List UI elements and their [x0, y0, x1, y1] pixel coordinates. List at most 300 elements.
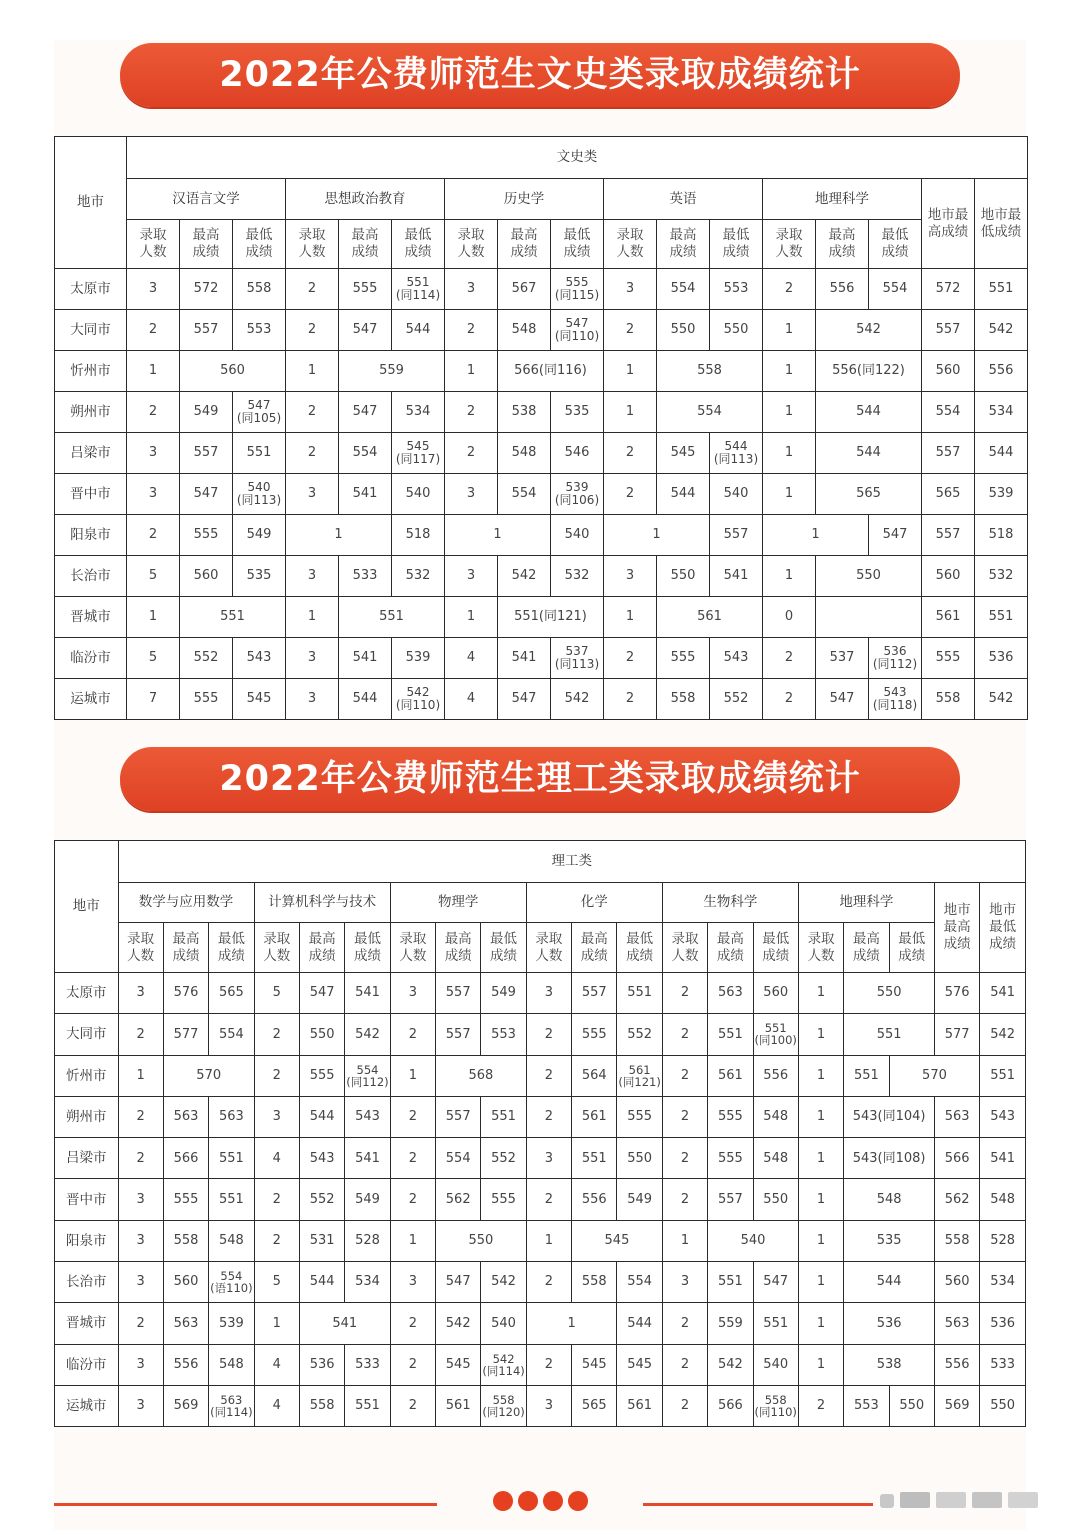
tie-note: (同112) [346, 1074, 389, 1089]
score-cell: 555 [922, 638, 975, 679]
score-value: 551 [764, 1021, 787, 1036]
score-cell: 553 [710, 269, 763, 310]
score-cell: 1 [390, 1220, 435, 1261]
score-cell: 1 [763, 433, 816, 474]
score-cell: 546 [551, 433, 604, 474]
score-cell: 551 [339, 597, 445, 638]
score-cell: 562 [436, 1179, 481, 1220]
score-cell: 1 [798, 973, 843, 1014]
score-cell: 3 [127, 433, 180, 474]
table1-subheader: 录取 人数 [445, 220, 498, 269]
score-cell: 554 [498, 474, 551, 515]
score-cell: 545 [572, 1220, 663, 1261]
score-cell: 1 [526, 1220, 571, 1261]
score-cell: 2 [118, 1096, 163, 1137]
score-cell: 541 [710, 556, 763, 597]
score-cell [617, 1055, 662, 1096]
score-cell: 560 [934, 1262, 979, 1303]
score-cell: 557 [708, 1179, 753, 1220]
score-value: 547 [565, 315, 589, 330]
score-cell: 0 [763, 597, 816, 638]
score-cell: 540 [710, 474, 763, 515]
city-cell: 临汾市 [55, 1344, 119, 1385]
table2-subheader: 最高 成绩 [572, 923, 617, 973]
score-cell: 542 [708, 1344, 753, 1385]
score-cell: 563 [163, 1303, 208, 1344]
score-cell: 3 [286, 474, 339, 515]
table2-subheader: 最高 成绩 [708, 923, 753, 973]
score-cell: 3 [604, 556, 657, 597]
score-cell: 561 [922, 597, 975, 638]
score-cell: 566 [163, 1138, 208, 1179]
score-cell: 550 [299, 1014, 344, 1055]
table-row [55, 556, 1028, 597]
score-cell: 551 [481, 1096, 526, 1137]
score-cell: 3 [118, 1262, 163, 1303]
score-cell: 555 [708, 1138, 753, 1179]
score-cell: 2 [526, 1055, 571, 1096]
score-cell: 4 [254, 1138, 299, 1179]
score-cell: 554 [339, 433, 392, 474]
score-cell: 560 [180, 351, 286, 392]
score-cell: 528 [345, 1220, 390, 1261]
score-cell: 2 [526, 1179, 571, 1220]
score-cell: 545 [572, 1344, 617, 1385]
city-cell: 太原市 [55, 269, 127, 310]
table-row [55, 269, 1028, 310]
score-cell: 555 [180, 515, 233, 556]
table2-subheader: 录取 人数 [118, 923, 163, 973]
score-cell: 551 [572, 1138, 617, 1179]
score-cell: 3 [662, 1262, 707, 1303]
city-cell: 大同市 [55, 310, 127, 351]
table1-subheader: 最低 成绩 [551, 220, 604, 269]
city-cell: 朔州市 [55, 1096, 119, 1137]
score-cell: 2 [526, 1344, 571, 1385]
table2-title-banner: 2022年公费师范生理工类录取成绩统计 [120, 747, 960, 811]
table-row [55, 597, 1028, 638]
table1-major-1: 思想政治教育 [286, 179, 445, 220]
score-cell: 2 [604, 638, 657, 679]
score-cell: 569 [163, 1385, 208, 1426]
score-cell: 567 [498, 269, 551, 310]
score-cell: 1 [526, 1303, 617, 1344]
score-cell: 2 [662, 1179, 707, 1220]
score-cell: 554 [657, 269, 710, 310]
score-cell: 551 [209, 1138, 254, 1179]
score-cell: 2 [662, 1303, 707, 1344]
score-cell: 557 [922, 310, 975, 351]
score-cell: 556 [163, 1344, 208, 1385]
score-cell: 1 [798, 1303, 843, 1344]
score-cell: 547 [339, 392, 392, 433]
score-cell: 576 [934, 973, 979, 1014]
score-cell [551, 269, 604, 310]
score-cell: 535 [551, 392, 604, 433]
score-cell: 565 [209, 973, 254, 1014]
score-cell: 3 [118, 1220, 163, 1261]
tie-note: (同118) [872, 698, 918, 712]
score-cell: 2 [254, 1179, 299, 1220]
table1-subheader: 最高 成绩 [816, 220, 869, 269]
tie-note: (同114) [210, 1405, 253, 1420]
score-cell: 542 [481, 1262, 526, 1303]
score-value: 558 [492, 1393, 515, 1408]
table1-subheader: 最高 成绩 [498, 220, 551, 269]
score-cell: 2 [604, 310, 657, 351]
score-cell: 577 [163, 1014, 208, 1055]
score-cell: 549 [481, 973, 526, 1014]
score-cell: 560 [922, 351, 975, 392]
score-cell: 2 [286, 310, 339, 351]
score-cell: 2 [526, 1014, 571, 1055]
score-cell: 541 [345, 1138, 390, 1179]
city-cell: 晋中市 [55, 474, 127, 515]
score-cell [233, 392, 286, 433]
score-value: 544 [724, 438, 748, 453]
score-cell: 547 [436, 1262, 481, 1303]
score-cell: 1 [798, 1344, 843, 1385]
table2-major-2: 物理学 [390, 883, 526, 923]
score-cell: 535 [844, 1220, 935, 1261]
score-cell: 566(同116) [498, 351, 604, 392]
score-cell: 561 [657, 597, 763, 638]
score-cell: 2 [662, 1138, 707, 1179]
score-cell: 551 [975, 269, 1028, 310]
score-cell: 533 [339, 556, 392, 597]
score-cell: 556 [753, 1055, 798, 1096]
score-cell [481, 1385, 526, 1426]
score-cell: 563 [708, 973, 753, 1014]
table2-subheader: 录取 人数 [526, 923, 571, 973]
score-cell: 558 [922, 679, 975, 720]
score-cell: 3 [254, 1096, 299, 1137]
table1-subheader: 最低 成绩 [233, 220, 286, 269]
table1-major-0: 汉语言文学 [127, 179, 286, 220]
table2-subheader: 最高 成绩 [436, 923, 481, 973]
score-cell: 558 [233, 269, 286, 310]
score-cell: 518 [975, 515, 1028, 556]
score-cell: 3 [118, 973, 163, 1014]
score-cell: 1 [286, 351, 339, 392]
score-cell: 1 [127, 597, 180, 638]
table1-title-banner: 2022年公费师范生文史类录取成绩统计 [120, 43, 960, 107]
score-cell: 532 [551, 556, 604, 597]
score-value: 555 [565, 274, 589, 289]
score-cell: 555 [657, 638, 710, 679]
score-cell: 563 [209, 1096, 254, 1137]
score-cell: 560 [753, 973, 798, 1014]
score-cell: 556 [572, 1179, 617, 1220]
score-value: 540 [247, 479, 271, 494]
table2-subheader: 最低 成绩 [481, 923, 526, 973]
score-cell: 561 [708, 1055, 753, 1096]
table-row [55, 679, 1028, 720]
score-cell: 1 [127, 351, 180, 392]
score-cell: 547 [816, 679, 869, 720]
score-cell: 543 [299, 1138, 344, 1179]
score-cell: 1 [604, 351, 657, 392]
score-cell: 554 [436, 1138, 481, 1179]
score-cell: 544 [816, 392, 922, 433]
score-cell: 558 [657, 351, 763, 392]
score-cell: 551 [844, 1055, 889, 1096]
score-cell: 568 [436, 1055, 527, 1096]
score-cell: 560 [922, 556, 975, 597]
score-cell: 563 [934, 1303, 979, 1344]
score-cell: 2 [118, 1138, 163, 1179]
score-cell: 548 [209, 1220, 254, 1261]
table-row [55, 1262, 1026, 1303]
table-row [55, 351, 1028, 392]
score-cell: 547 [498, 679, 551, 720]
footer-line-left [54, 1503, 437, 1506]
score-cell: 548 [844, 1179, 935, 1220]
city-cell: 忻州市 [55, 351, 127, 392]
score-cell: 551 [708, 1262, 753, 1303]
score-cell: 3 [526, 1385, 571, 1426]
score-cell: 558 [934, 1220, 979, 1261]
score-cell: 2 [127, 392, 180, 433]
score-cell: 577 [934, 1014, 979, 1055]
score-cell: 548 [980, 1179, 1026, 1220]
score-cell: 543(同108) [844, 1138, 935, 1179]
score-cell: 551 [708, 1014, 753, 1055]
score-cell: 556 [975, 351, 1028, 392]
tie-note: (同106) [554, 493, 600, 507]
score-cell: 2 [118, 1014, 163, 1055]
score-cell: 550 [816, 556, 922, 597]
score-cell: 538 [498, 392, 551, 433]
score-cell [869, 679, 922, 720]
score-cell: 2 [286, 433, 339, 474]
score-cell: 2 [526, 1096, 571, 1137]
city-cell: 长治市 [55, 556, 127, 597]
tie-note: (同112) [872, 657, 918, 671]
score-cell: 548 [209, 1344, 254, 1385]
table1-subheader: 最低 成绩 [710, 220, 763, 269]
score-cell: 550 [436, 1220, 527, 1261]
score-cell: 1 [254, 1303, 299, 1344]
table2-major-4: 生物科学 [662, 883, 798, 923]
score-cell: 5 [254, 973, 299, 1014]
score-cell: 3 [604, 269, 657, 310]
score-cell [345, 1055, 390, 1096]
score-cell: 1 [763, 474, 816, 515]
score-value: 537 [565, 643, 589, 658]
score-cell: 2 [662, 973, 707, 1014]
score-cell: 551 [233, 433, 286, 474]
city-cell: 阳泉市 [55, 1220, 119, 1261]
score-cell: 3 [445, 269, 498, 310]
score-cell [551, 638, 604, 679]
score-cell: 1 [445, 351, 498, 392]
score-cell: 2 [604, 474, 657, 515]
city-cell: 晋城市 [55, 1303, 119, 1344]
score-cell: 2 [662, 1385, 707, 1426]
score-cell: 542 [975, 679, 1028, 720]
table1-subheader: 录取 人数 [286, 220, 339, 269]
score-cell: 2 [798, 1385, 843, 1426]
table2-subheader: 最低 成绩 [889, 923, 934, 973]
score-cell: 565 [816, 474, 922, 515]
score-cell: 1 [604, 392, 657, 433]
score-cell: 566 [708, 1385, 753, 1426]
score-cell: 1 [798, 1096, 843, 1137]
score-cell: 2 [390, 1138, 435, 1179]
score-cell: 541 [299, 1303, 390, 1344]
score-cell: 544 [392, 310, 445, 351]
score-cell: 534 [392, 392, 445, 433]
score-cell: 541 [339, 638, 392, 679]
score-cell: 552 [617, 1014, 662, 1055]
score-cell [551, 474, 604, 515]
table2-subheader: 最低 成绩 [345, 923, 390, 973]
score-cell: 554 [657, 392, 763, 433]
table2-subheader: 最低 成绩 [753, 923, 798, 973]
score-cell: 572 [180, 269, 233, 310]
city-cell: 阳泉市 [55, 515, 127, 556]
tie-note: (同113) [236, 493, 282, 507]
score-cell: 2 [390, 1179, 435, 1220]
table2-header-city-max: 地市 最高 成绩 [934, 883, 979, 973]
table2-subheader: 最高 成绩 [163, 923, 208, 973]
score-cell: 2 [604, 433, 657, 474]
table1-subheader: 录取 人数 [604, 220, 657, 269]
score-cell: 549 [617, 1179, 662, 1220]
table1-major-2: 历史学 [445, 179, 604, 220]
score-cell: 534 [975, 392, 1028, 433]
score-cell: 540 [392, 474, 445, 515]
score-cell: 563 [163, 1096, 208, 1137]
city-cell: 忻州市 [55, 1055, 119, 1096]
table2-subheader: 最高 成绩 [844, 923, 889, 973]
score-cell: 541 [339, 474, 392, 515]
score-cell: 538 [844, 1344, 935, 1385]
table-row [55, 1385, 1026, 1426]
score-cell: 541 [980, 1138, 1026, 1179]
city-cell: 晋中市 [55, 1179, 119, 1220]
score-cell: 3 [286, 556, 339, 597]
score-cell [209, 1262, 254, 1303]
score-cell: 2 [390, 1344, 435, 1385]
score-cell: 561 [436, 1385, 481, 1426]
score-cell: 1 [798, 1055, 843, 1096]
score-cell: 555 [481, 1179, 526, 1220]
score-cell: 2 [390, 1385, 435, 1426]
score-cell: 5 [127, 556, 180, 597]
score-cell: 557 [710, 515, 763, 556]
score-cell: 560 [163, 1262, 208, 1303]
tie-note: (同117) [395, 452, 441, 466]
score-cell: 1 [604, 515, 710, 556]
score-cell: 551(同121) [498, 597, 604, 638]
city-cell: 吕梁市 [55, 433, 127, 474]
table1-header-city-min: 地市最 低成绩 [975, 179, 1028, 269]
score-cell: 560 [180, 556, 233, 597]
score-cell: 2 [390, 1096, 435, 1137]
table2-major-3: 化学 [526, 883, 662, 923]
score-cell: 542 [816, 310, 922, 351]
score-cell: 1 [798, 1179, 843, 1220]
score-cell: 553 [844, 1385, 889, 1426]
score-cell: 549 [345, 1179, 390, 1220]
score-cell: 2 [662, 1014, 707, 1055]
score-cell: 528 [980, 1220, 1026, 1261]
tie-note: (同113) [554, 657, 600, 671]
score-cell: 547 [180, 474, 233, 515]
score-cell: 534 [345, 1262, 390, 1303]
score-cell: 543 [980, 1096, 1026, 1137]
score-cell: 556(同122) [816, 351, 922, 392]
score-cell: 570 [889, 1055, 980, 1096]
score-cell: 557 [922, 515, 975, 556]
score-value: 563 [220, 1393, 243, 1408]
score-cell: 532 [975, 556, 1028, 597]
score-cell: 2 [390, 1014, 435, 1055]
table-row [55, 515, 1028, 556]
score-cell: 544 [299, 1262, 344, 1303]
score-value: 547 [247, 397, 271, 412]
score-cell: 550 [657, 310, 710, 351]
score-cell: 2 [662, 1344, 707, 1385]
score-cell: 539 [392, 638, 445, 679]
table2-subheader: 最高 成绩 [299, 923, 344, 973]
table-row [55, 433, 1028, 474]
score-cell [816, 597, 922, 638]
score-value: 543 [883, 684, 907, 699]
score-cell: 1 [763, 310, 816, 351]
table-row [55, 638, 1028, 679]
score-cell: 541 [345, 973, 390, 1014]
table-row [55, 392, 1028, 433]
score-value: 539 [565, 479, 589, 494]
table1-subheader: 最高 成绩 [657, 220, 710, 269]
score-cell: 553 [481, 1014, 526, 1055]
table2-header-city-min: 地市 最低 成绩 [980, 883, 1026, 973]
score-cell: 2 [254, 1014, 299, 1055]
score-cell: 543 [345, 1096, 390, 1137]
score-cell [209, 1385, 254, 1426]
score-cell: 565 [922, 474, 975, 515]
score-cell: 544 [299, 1096, 344, 1137]
score-cell: 2 [662, 1096, 707, 1137]
score-cell: 3 [286, 638, 339, 679]
score-cell: 547 [753, 1262, 798, 1303]
score-cell: 4 [445, 679, 498, 720]
table2-major-5: 地理科学 [798, 883, 934, 923]
score-cell: 542 [980, 1014, 1026, 1055]
table2-grid [54, 840, 1026, 1427]
score-cell: 548 [753, 1096, 798, 1137]
score-cell: 2 [254, 1055, 299, 1096]
score-cell: 551 [844, 1014, 935, 1055]
score-cell: 1 [763, 556, 816, 597]
score-cell [869, 638, 922, 679]
score-cell: 555 [339, 269, 392, 310]
score-cell: 2 [127, 310, 180, 351]
score-cell: 550 [889, 1385, 934, 1426]
score-cell: 1 [798, 1014, 843, 1055]
footer-dot [493, 1491, 513, 1511]
score-cell: 3 [118, 1344, 163, 1385]
score-cell: 541 [980, 973, 1026, 1014]
score-cell: 2 [254, 1220, 299, 1261]
table1-header-city-max: 地市最 高成绩 [922, 179, 975, 269]
score-cell: 540 [481, 1303, 526, 1344]
score-cell: 536 [299, 1344, 344, 1385]
score-cell: 541 [498, 638, 551, 679]
